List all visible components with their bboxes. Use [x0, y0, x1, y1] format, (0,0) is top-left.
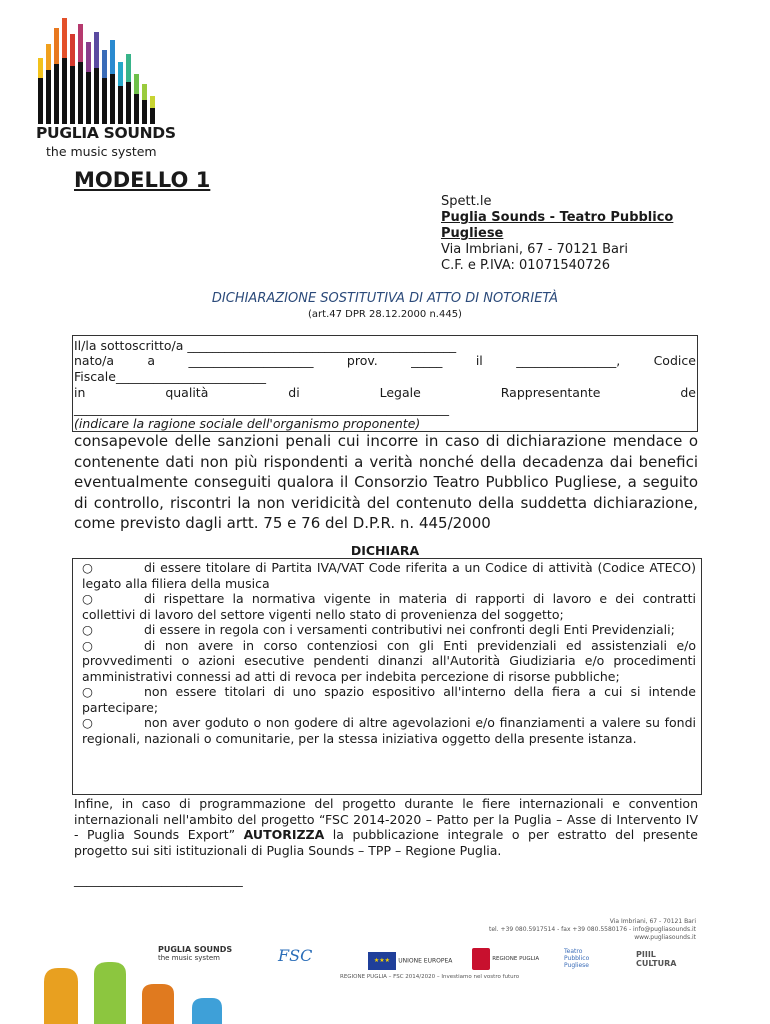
- list-item: [82, 560, 696, 591]
- circle-bullet-icon: ○: [82, 560, 93, 575]
- addressee-name-line2: Pugliese: [441, 226, 504, 241]
- list-item: [82, 715, 696, 746]
- form-birthdate-field[interactable]: ________________,: [516, 353, 621, 368]
- footer-contact: [470, 918, 696, 942]
- closing-text-end: la pubblicazione integrale o per estratto del presente progetto sui siti istituzionali di Puglia Sounds – TPP – Regione Puglia.: [74, 827, 699, 858]
- regione-shield-icon: [472, 948, 490, 970]
- contact-website: www.pugliasounds.it: [634, 934, 696, 941]
- form-organization-field[interactable]: ____________________________________________________________: [74, 401, 449, 416]
- addressee-address: Via Imbriani, 67 - 70121 Bari: [441, 242, 628, 257]
- form-province-field[interactable]: _____: [411, 353, 443, 368]
- puglia-sounds-logo: [34, 14, 176, 164]
- form-word: Legale: [379, 385, 421, 400]
- footer-logo-fsc: FSC: [278, 946, 313, 965]
- addressee-block: [441, 194, 673, 274]
- form-word: nato/a: [74, 353, 115, 368]
- declares-heading: DICHIARA: [350, 543, 420, 558]
- form-word: Codice: [653, 353, 696, 368]
- footer-logo-tagline: the music system: [158, 954, 220, 962]
- form-word: de: [680, 385, 696, 400]
- form-word: in: [74, 385, 86, 400]
- contact-phone-email: tel. +39 080.5917514 - fax +39 080.5580176 - info@pugliasounds.it: [489, 926, 696, 933]
- footer-logo-puglia-sounds: [158, 945, 232, 962]
- circle-bullet-icon: ○: [82, 715, 93, 730]
- form-name-field[interactable]: Il/la sottoscritto/a ___________________________________________: [74, 338, 457, 353]
- footer-logo-eu: [368, 952, 452, 970]
- form-word: prov.: [346, 353, 378, 368]
- signature-field[interactable]: ___________________________: [74, 872, 243, 887]
- closing-text: Infine, in caso di programmazione del progetto durante le fiere internazionali e convention internazionali nell'ambito del progetto “FSC 2014-2020 – Patto per la Puglia – Asse di Intervento IV - Puglia Sounds Export”: [74, 796, 698, 843]
- closing-paragraph: [74, 796, 698, 858]
- circle-bullet-icon: ○: [82, 637, 93, 653]
- declarations-list: [82, 560, 696, 746]
- footer-logo-piiil: PIIIL CULTURA: [636, 950, 677, 968]
- list-item: [82, 638, 696, 685]
- form-word: di: [288, 385, 300, 400]
- declaration-text: non aver goduto o non godere di altre agevolazioni e/o finanziamenti a valere su fondi regionali, nazionali o comunitarie, per la stessa iniziativa oggetto della presente istanza.: [82, 715, 696, 746]
- logo-tagline: the music system: [46, 144, 157, 159]
- logo-brand: PUGLIA SOUNDS: [36, 124, 176, 142]
- form-role-line: [74, 385, 696, 400]
- circle-bullet-icon: ○: [82, 684, 93, 699]
- form-word: a: [147, 353, 156, 368]
- awareness-statement: consapevole delle sanzioni penali cui incorre in caso di dichiarazione mendace o contenente dati non più rispondenti a verità nonché della decadenza dai benefici eventualmente conseguiti qualora il Consorzio Teatro Pubblico Pugliese, a seguito di controllo, riscontri la non veridicità del contenuto della suddetta dichiarazione, come previsto dagli artt. 75 e 76 del D.P.R. n. 445/2000: [74, 432, 698, 532]
- form-fiscal-code-field[interactable]: Fiscale________________________: [74, 369, 266, 384]
- footer-decorative-shapes-icon: [44, 958, 244, 1024]
- list-item: [82, 684, 696, 715]
- footer-logo-eu-label: UNIONE EUROPEA: [398, 957, 453, 965]
- contact-address: Via Imbriani, 67 - 70121 Bari: [609, 918, 696, 925]
- addressee-salutation: Spett.le: [441, 194, 492, 209]
- footer-logo-brand: PUGLIA SOUNDS: [158, 945, 233, 954]
- form-word: Rappresentante: [500, 385, 601, 400]
- form-word: il: [475, 353, 483, 368]
- document-legal-reference: (art.47 DPR 28.12.2000 n.445): [308, 309, 462, 320]
- footer-logo-tpp: Teatro Pubblico Pugliese: [564, 948, 590, 969]
- eu-flag-icon: ★★★: [368, 952, 396, 970]
- document-title: DICHIARAZIONE SOSTITUTIVA DI ATTO DI NOTORIETÀ: [211, 291, 559, 306]
- footer-disclaimer: REGIONE PUGLIA – FSC 2014/2020 – Investiamo nel vostro futuro: [340, 974, 520, 980]
- model-title: MODELLO 1: [74, 168, 211, 192]
- form-birthplace-field[interactable]: ____________________: [188, 353, 314, 368]
- declaration-text: di non avere in corso contenziosi con gli Enti previdenziali ed assistenziali e/o provvedimenti o azioni esecutive pendenti dinanzi all'Autorità Giudiziaria e/o procedimenti amministrativi connessi ad atti di revoca per indebita percezione di risorse pubbliche;: [82, 637, 696, 684]
- list-item: [82, 622, 696, 638]
- form-birth-line[interactable]: [74, 353, 696, 368]
- declaration-text: di essere titolare di Partita IVA/VAT Code riferita a un Codice di attività (Codice ATECO) legato alla filiera della musica: [82, 560, 696, 591]
- addressee-name-line1: Puglia Sounds - Teatro Pubblico: [441, 210, 674, 225]
- footer-logo-regione: [472, 948, 544, 970]
- authorize-keyword: AUTORIZZA: [243, 827, 325, 843]
- sound-bars-icon: [38, 14, 156, 124]
- declaration-text: non essere titolari di uno spazio espositivo all'interno della fiera a cui si intende partecipare;: [82, 684, 696, 715]
- declaration-text: di essere in regola con i versamenti contributivi nei confronti degli Enti Previdenziali;: [144, 622, 675, 637]
- footer-logo-regione-label: REGIONE PUGLIA: [492, 956, 540, 962]
- list-item: [82, 591, 696, 622]
- circle-bullet-icon: ○: [82, 591, 93, 606]
- circle-bullet-icon: ○: [82, 622, 93, 637]
- form-word: qualità: [165, 385, 209, 400]
- declaration-text: di rispettare la normativa vigente in materia di rapporti di lavoro e dei contratti collettivi di lavoro del settore vigenti nello stato di provenienza del soggetto;: [82, 591, 696, 622]
- form-organization-hint: (indicare la ragione sociale dell'organismo proponente): [74, 416, 421, 431]
- addressee-tax-id: C.F. e P.IVA: 01071540726: [441, 258, 610, 273]
